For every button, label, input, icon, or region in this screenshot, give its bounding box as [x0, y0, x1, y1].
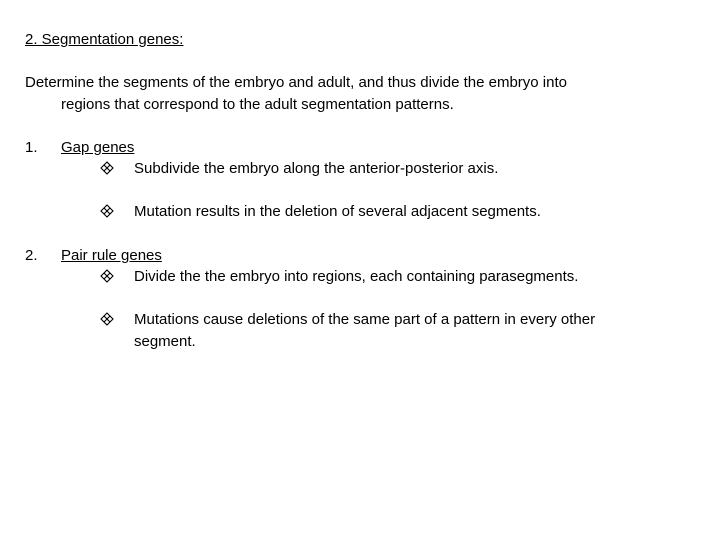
list-item-1-number: 1. [25, 139, 38, 156]
list-item-1-title: Gap genes [61, 139, 135, 156]
list-item-2-title: Pair rule genes [61, 247, 162, 264]
gap-bullet-2-text: Mutation results in the deletion of several adjacent segments. [134, 203, 541, 220]
pair-rule-bullet-1-text: Divide the the embryo into regions, each containing parasegments. [134, 268, 579, 285]
gap-bullet-1-text: Subdivide the embryo along the anterior-posterior axis. [134, 160, 499, 177]
diamond-bullet-icon [100, 269, 114, 283]
diamond-bullet-icon [100, 161, 114, 175]
section-heading: 2. Segmentation genes: [25, 31, 184, 48]
pair-rule-bullet-2-text-line-2: segment. [134, 333, 196, 350]
diamond-bullet-icon [100, 204, 114, 218]
intro-line-1: Determine the segments of the embryo and adult, and thus divide the embryo into [25, 74, 567, 91]
pair-rule-bullet-2-text-line-1: Mutations cause deletions of the same part of a pattern in every other [134, 311, 596, 328]
diamond-bullet-icon [100, 312, 114, 326]
list-item-2-number: 2. [25, 247, 38, 264]
intro-line-2: regions that correspond to the adult segmentation patterns. [61, 96, 454, 113]
